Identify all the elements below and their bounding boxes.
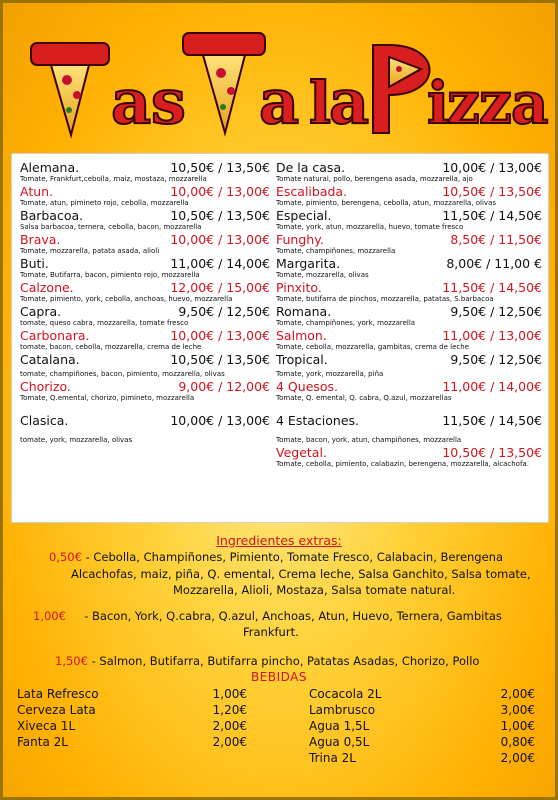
list-item — [20, 413, 270, 445]
pizza-name: Brava. — [20, 232, 61, 247]
pizza-name: Salmon. — [276, 328, 327, 343]
list-item — [276, 304, 542, 328]
pizza-column-right — [276, 160, 542, 469]
drink-name: Lata Refresco — [17, 687, 99, 701]
drink-price: 3,00€ — [500, 703, 535, 717]
extras-list: - Bacon, York, Q.cabra, Q.azul, Anchoas, Atun, Huevo, Ternera, Gambitas — [84, 609, 502, 623]
drink-item — [309, 750, 535, 766]
pizza-name: Atun. — [20, 184, 54, 199]
drink-name: Agua 1,5L — [309, 719, 370, 733]
list-item — [20, 280, 270, 304]
svg-text:l: l — [309, 69, 332, 137]
pizza-price: 11,00€ / 13,00€ — [442, 328, 542, 343]
pizza-name: Vegetal. — [276, 445, 327, 460]
drink-price: 1,20€ — [212, 703, 247, 717]
pizza-price: 12,00€ / 15,00€ — [170, 280, 270, 295]
pizza-ingredients: Tomate, pimiento, york, cebolla, anchoas, huevo, mozzarella — [20, 295, 233, 303]
extras-price: 0,50€ — [49, 550, 82, 564]
drink-item — [309, 718, 535, 734]
pizza-name: Pinxito. — [276, 280, 322, 295]
pizza-ingredients: Tomate natural, pollo, berengena asada, mozzarella, ajo — [276, 175, 473, 183]
drinks-title: BEBIDAS — [251, 670, 307, 684]
pizza-price: 10,50€ / 13,50€ — [442, 184, 542, 199]
pizza-price: 11,00€ / 14,00€ — [442, 379, 542, 394]
drink-name: Cerveza Lata — [17, 703, 96, 717]
list-item — [20, 304, 270, 328]
list-item — [20, 328, 270, 352]
drink-name: Fanta 2L — [17, 735, 68, 749]
drink-price: 2,00€ — [500, 687, 535, 701]
pizza-price: 11,50€ / 14,50€ — [442, 208, 542, 223]
extras-tier-1 — [49, 549, 503, 566]
pizza-ingredients: Tomate, cebolla, mozzarella, gambitas, crema de leche — [276, 343, 469, 351]
svg-text:s: s — [151, 65, 186, 138]
extras-tier-2-cont: Frankfurt. — [243, 625, 299, 639]
pizza-name: Escalibada. — [276, 184, 348, 199]
pizza-name: Buti. — [20, 256, 49, 271]
svg-text:i: i — [427, 69, 450, 137]
list-item — [20, 184, 270, 208]
drink-price: 2,00€ — [212, 719, 247, 733]
drink-item — [17, 686, 247, 702]
drink-item — [17, 702, 247, 718]
drink-name: Xiveca 1L — [17, 719, 76, 733]
pizza-name: Alemana. — [20, 160, 80, 175]
pizza-ingredients: Tomate, york, atun, mozzarella, huevo, tomate fresco — [276, 223, 464, 231]
drink-item — [17, 734, 247, 750]
pizza-ingredients: Salsa barbacoa, ternera, cebolla, bacon, mozzarella — [20, 223, 202, 231]
pizza-price: 9,50€ / 12,50€ — [450, 304, 542, 319]
pizza-price: 9,00€ / 12,00€ — [178, 379, 270, 394]
drink-price: 1,00€ — [212, 687, 247, 701]
extras-price: 1,50€ — [55, 654, 88, 668]
pizza-price: 10,50€ / 13,50€ — [442, 445, 542, 460]
list-item — [276, 379, 542, 403]
drink-price: 2,00€ — [500, 751, 535, 765]
pizza-price: 10,00€ / 13,00€ — [170, 184, 270, 199]
drink-name: Agua 0,5L — [309, 735, 370, 749]
pizza-name: Chorizo. — [20, 379, 71, 394]
drink-price: 0,80€ — [500, 735, 535, 749]
pizza-ingredients: Tomate, mozzarella, patata asada, alioli — [20, 247, 160, 255]
pizza-ingredients: Tomate, champiñones, york, mozzarella — [276, 319, 416, 327]
pizza-name: Clasica. — [20, 413, 69, 428]
pizza-ingredients: Tomate, cebolla, pimiento, calabazin, berengena, mozzarella, alcachofa. — [276, 460, 529, 468]
pizza-ingredients: Tomate, atun, pimineto rojo, cebolla, mozzarella — [20, 199, 189, 207]
pizza-ingredients: Tomate, Q.emental, chorizo, pimineto, mozzarella — [20, 394, 195, 402]
list-item — [20, 379, 270, 403]
pizza-price: 11,50€ / 14,50€ — [442, 413, 542, 428]
pizza-price: 10,50€ / 13,50€ — [170, 160, 270, 175]
svg-text:a: a — [111, 65, 152, 138]
list-item — [276, 445, 542, 469]
pizza-ingredients: tomate, bacon, cebolla, mozzarella, crema de leche — [20, 343, 202, 351]
list-item — [276, 256, 542, 280]
pizza-price: 10,00€ / 13,00€ — [170, 328, 270, 343]
pizza-name: Especial. — [276, 208, 332, 223]
svg-text:z: z — [479, 69, 512, 137]
extras-tier-2 — [33, 608, 502, 625]
pizza-price: 8,50€ / 11,50€ — [450, 232, 542, 247]
pizza-name: Funghy. — [276, 232, 324, 247]
pizza-ingredients: Tomate, mozzarella, olivas — [276, 271, 369, 279]
extras-tier-1-cont: Alcachofas, maiz, piña, Q. emental, Crema leche, Salsa Ganchito, Salsa tomate, — [71, 567, 531, 581]
pizza-name: 4 Quesos. — [276, 379, 339, 394]
pizza-name: Tropical. — [276, 352, 328, 367]
pizza-ingredients: Tomate, butifarra de pinchos, mozzarella, patatas, S.barbacoa — [276, 295, 494, 303]
extras-list: - Salmon, Butifarra, Butifarra pincho, Patatas Asadas, Chorizo, Pollo — [87, 654, 480, 668]
svg-text:a: a — [259, 65, 300, 138]
pizza-name: Carbonara. — [20, 328, 90, 343]
extras-list: - Cebolla, Champiñones, Pimiento, Tomate Fresco, Calabacin, Berengena — [81, 550, 504, 564]
svg-text:a: a — [511, 69, 549, 137]
pizza-name: Calzone. — [20, 280, 74, 295]
list-item — [276, 208, 542, 232]
pizza-ingredients: Tomate, bacon, york, atun, champiñones, mozzarella — [276, 436, 462, 444]
pizza-price: 10,00€ / 13,00€ — [442, 160, 542, 175]
drink-item — [309, 702, 535, 718]
list-item — [276, 352, 542, 379]
pizza-ingredients: tomate, york, mozzarella, olivas — [20, 436, 133, 444]
pizza-name: Romana. — [276, 304, 332, 319]
drink-item — [309, 734, 535, 750]
logo-graphic — [23, 25, 549, 145]
pizza-ingredients: Tomate, Butifarra, bacon, pimiento rojo, mozzarella — [20, 271, 200, 279]
list-item — [276, 413, 542, 445]
list-item — [20, 232, 270, 256]
drink-price: 2,00€ — [212, 735, 247, 749]
pizza-column-left — [20, 160, 270, 445]
list-item — [276, 328, 542, 352]
drink-name: Lambrusco — [309, 703, 376, 717]
list-item — [276, 184, 542, 208]
pizza-price: 10,50€ / 13,50€ — [170, 352, 270, 367]
drink-price: 1,00€ — [500, 719, 535, 733]
pizza-price: 11,50€ / 14,50€ — [442, 280, 542, 295]
pizza-ingredients: Tomate, Frankfurt,cebolla, maiz, mostaza, mozzarella — [20, 175, 207, 183]
list-item — [276, 232, 542, 256]
extras-title: Ingredientes extras: — [216, 533, 342, 548]
pizza-ingredients: Tomate, york, mozzarella, piña — [276, 370, 384, 378]
pizza-price: 8,00€ / 11,00 € — [446, 256, 542, 271]
drink-name: Cocacola 2L — [309, 687, 382, 701]
list-item — [276, 160, 542, 184]
pizza-price: 9,50€ / 12,50€ — [450, 352, 542, 367]
extras-tier-1-cont: Mozzarella, Alioli, Mostaza, Salsa tomate natural. — [173, 583, 456, 597]
list-item — [20, 160, 270, 184]
list-item — [20, 256, 270, 280]
pizza-menu-panel — [11, 153, 549, 523]
pizza-name: Barbacoa. — [20, 208, 84, 223]
svg-text:z: z — [447, 69, 480, 137]
pizza-name: Margarita. — [276, 256, 341, 271]
drink-item — [309, 686, 535, 702]
extras-tier-3 — [55, 653, 479, 670]
svg-text:a: a — [329, 65, 370, 138]
pizza-ingredients: tomate, champiñones, bacon, pimiento, mozzarella, olivas — [20, 370, 225, 378]
pizza-name: Capra. — [20, 304, 62, 319]
pizza-ingredients: tomate, queso cabra, mozzarella, tomate fresco — [20, 319, 189, 327]
pizza-ingredients: Tomate, champiñones, mozzarella — [276, 247, 396, 255]
drink-item — [17, 718, 247, 734]
pizza-price: 9,50€ / 12,50€ — [178, 304, 270, 319]
pizza-name: De la casa. — [276, 160, 346, 175]
pizza-ingredients: Tomate, pimiento, berengena, cebolla, atun, mozzarella, olivas — [276, 199, 497, 207]
pizza-price: 11,00€ / 14,00€ — [170, 256, 270, 271]
pizza-price: 10,00€ / 13,00€ — [170, 232, 270, 247]
pizza-name: Catalana. — [20, 352, 80, 367]
drink-name: Trina 2L — [309, 751, 356, 765]
pizza-ingredients: Tomate, Q. emental, Q. cabra, Q.azul, mozzarellas — [276, 394, 452, 402]
logo — [23, 25, 549, 145]
list-item — [20, 352, 270, 379]
extras-price: 1,00€ — [33, 609, 66, 623]
pizza-price: 10,00€ / 13,00€ — [170, 413, 270, 428]
pizza-name: 4 Estaciones. — [276, 413, 359, 428]
pizza-price: 10,50€ / 13,50€ — [170, 208, 270, 223]
list-item — [20, 208, 270, 232]
list-item — [276, 280, 542, 304]
